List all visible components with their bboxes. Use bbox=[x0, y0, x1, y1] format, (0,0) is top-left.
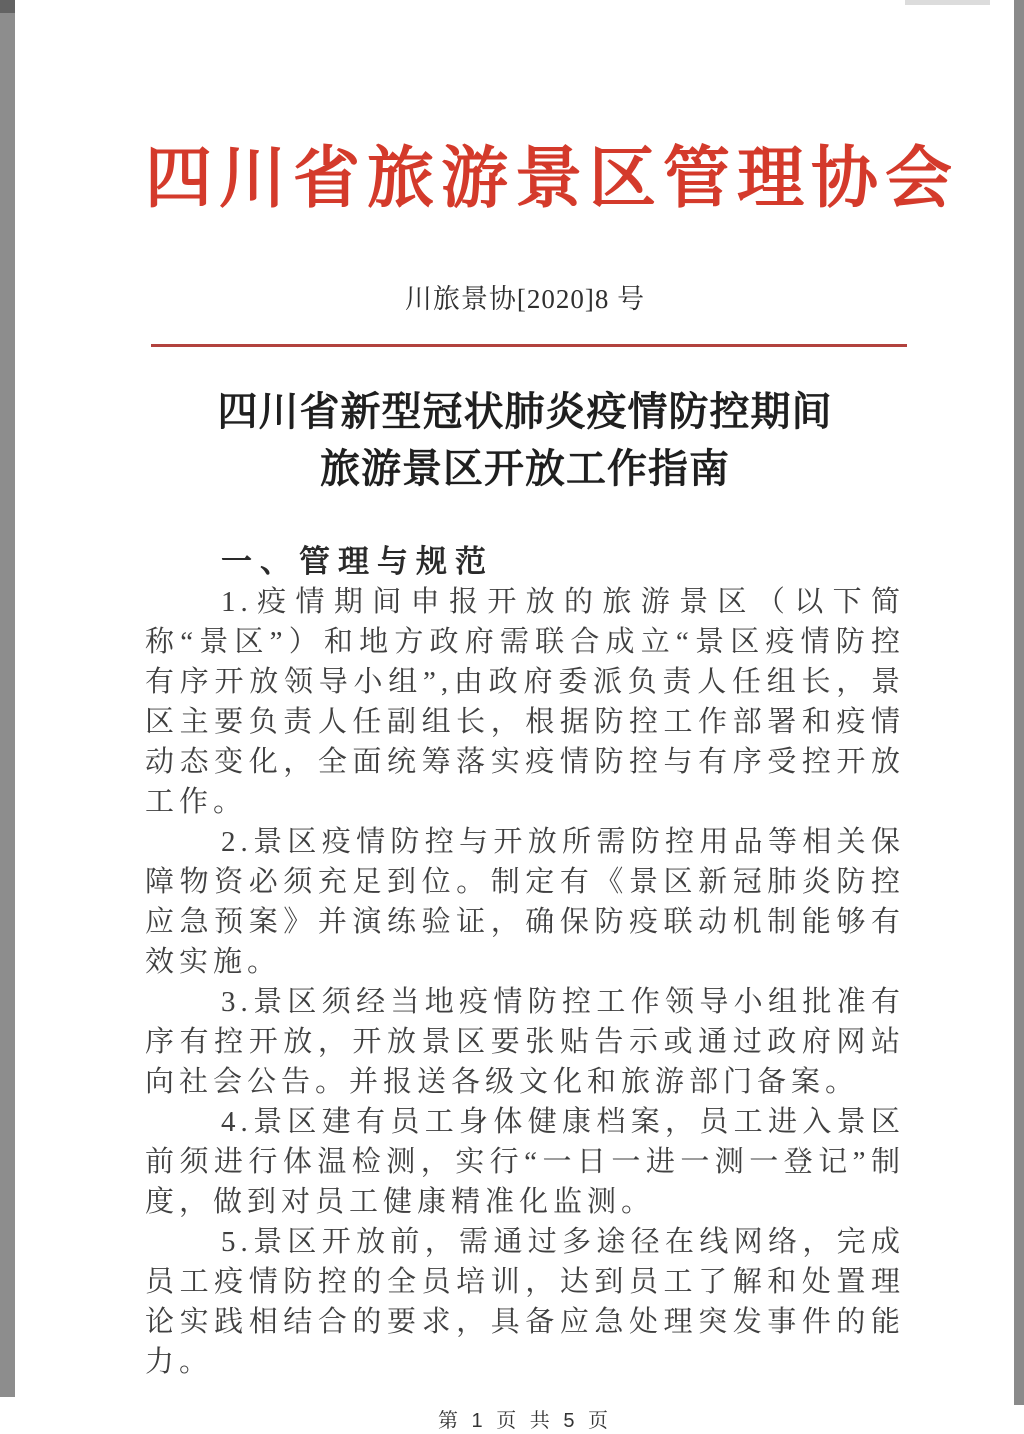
letterhead-org-title: 四川省旅游景区管理协会 bbox=[145, 142, 959, 216]
page-number-footer: 第 1 页 共 5 页 bbox=[437, 1410, 613, 1432]
document-title-line2: 旅游景区开放工作指南 bbox=[320, 447, 730, 491]
letterhead-rule bbox=[151, 344, 907, 347]
paragraph-4: 4.景区建有员工身体健康档案，员工进入景区前须进行体温检测，实行“一日一进一测一登记”制度，做到对员工健康精准化监测。 bbox=[145, 1106, 905, 1218]
scan-edge-left-dark-cap bbox=[0, 0, 15, 13]
section-heading: 一、管理与规范 bbox=[221, 544, 494, 579]
scan-edge-right bbox=[1014, 0, 1024, 1405]
scan-artifact-top bbox=[905, 0, 990, 5]
paragraph-5: 5.景区开放前，需通过多途径在线网络，完成员工疫情防控的全员培训，达到员工了解和处置理论实践相结合的要求，具备应急处理突发事件的能力。 bbox=[145, 1226, 905, 1378]
paragraph-1: 1.疫情期间申报开放的旅游景区（以下简称“景区”）和地方政府需联合成立“景区疫情防控有序开放领导小组”,由政府委派负责人任组长，景区主要负责人任副组长，根据防控工作部署和疫情动态变化，全面统筹落实疫情防控与有序受控开放工作。 bbox=[145, 586, 905, 818]
document-number: 川旅景协[2020]8 号 bbox=[404, 284, 646, 314]
paragraph-3: 3.景区须经当地疫情防控工作领导小组批准有序有控开放，开放景区要张贴告示或通过政府网站向社会公告。并报送各级文化和旅游部门备案。 bbox=[145, 986, 905, 1098]
document-title bbox=[145, 384, 905, 498]
scan-edge-left bbox=[0, 0, 15, 1397]
document-title-line1: 四川省新型冠状肺炎疫情防控期间 bbox=[217, 390, 833, 434]
document-page bbox=[145, 0, 959, 1434]
paragraph-2: 2.景区疫情防控与开放所需防控用品等相关保障物资必须充足到位。制定有《景区新冠肺炎防控应急预案》并演练验证，确保防疫联动机制能够有效实施。 bbox=[145, 826, 905, 978]
